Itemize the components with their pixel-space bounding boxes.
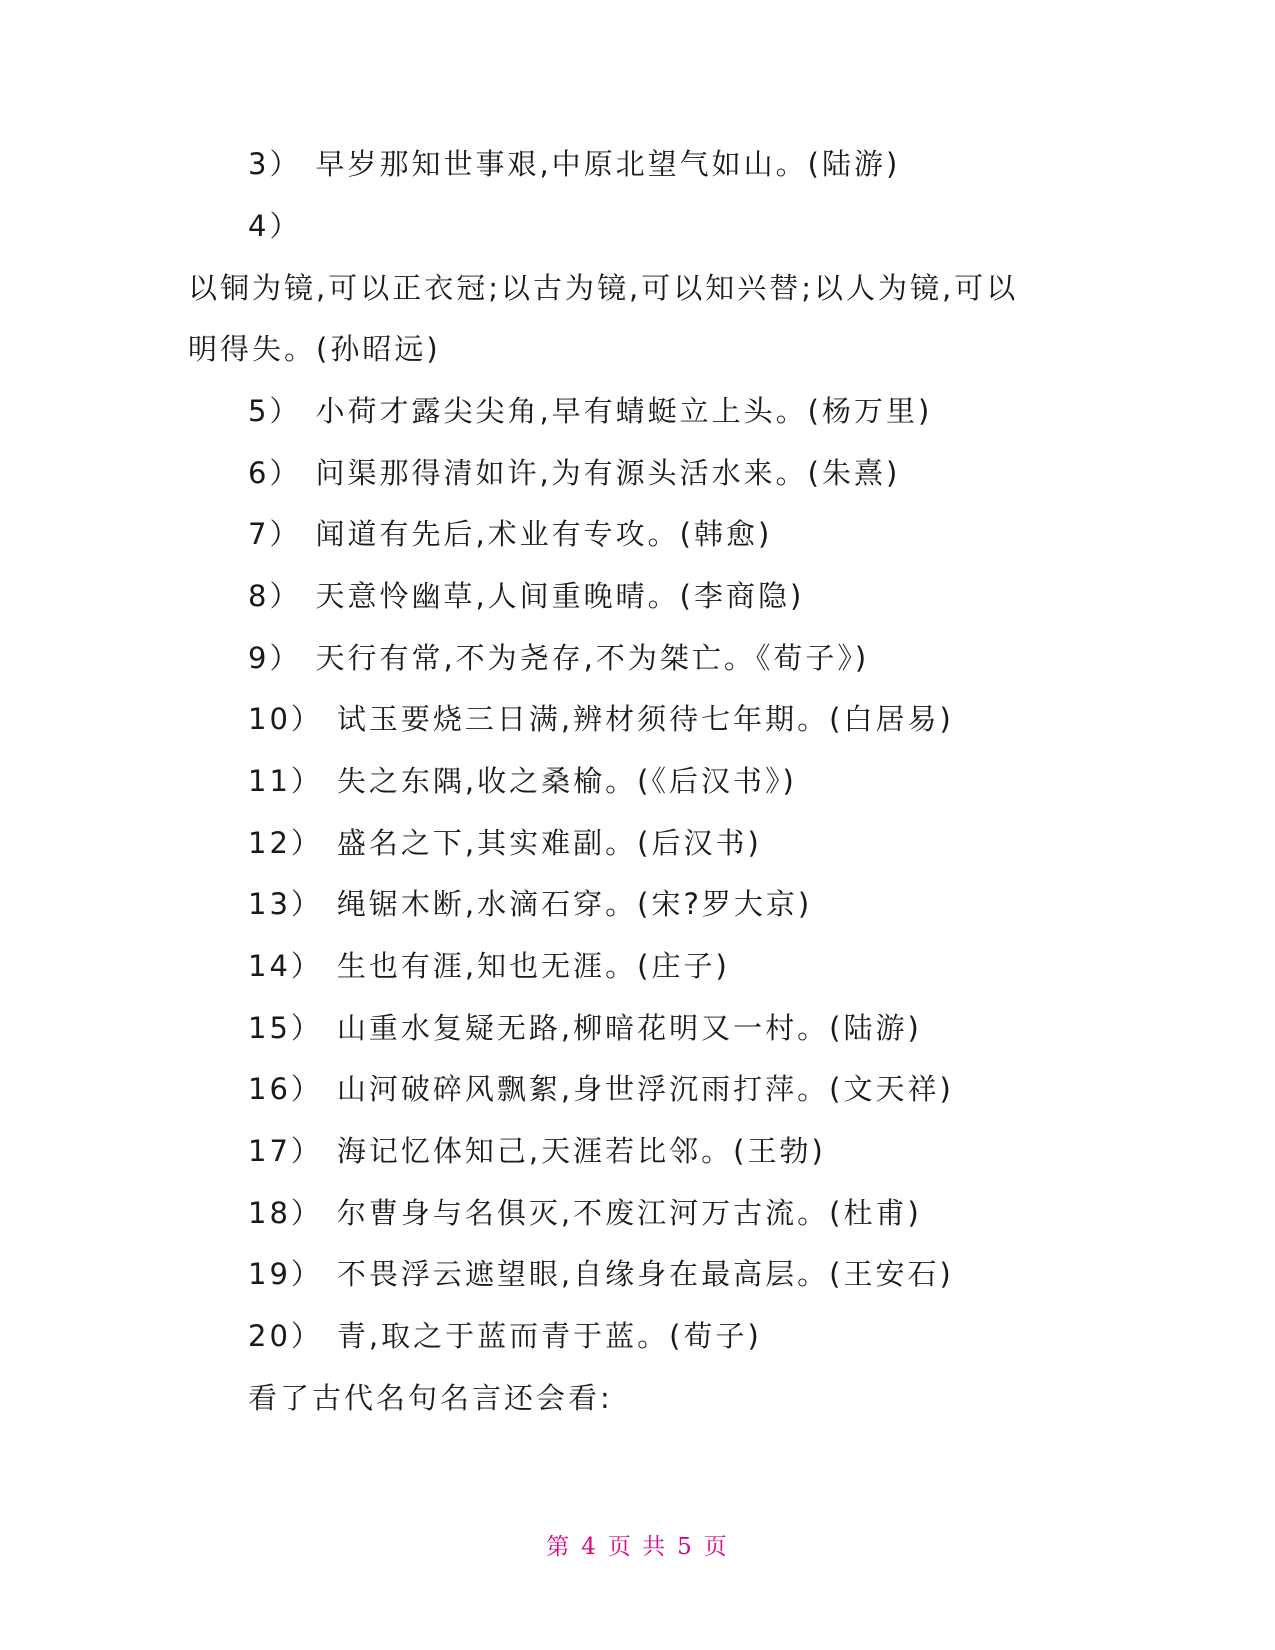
item-text: 小荷才露尖尖角,早有蜻蜓立上头。(杨万里) — [315, 394, 933, 428]
item-number: 10） — [248, 702, 323, 736]
item-number: 16） — [248, 1072, 323, 1106]
item-number: 4） — [248, 209, 302, 243]
item-text: 天行有常,不为尧存,不为桀亡。《荀子》) — [315, 641, 870, 675]
footer-suffix: 页 — [703, 1534, 729, 1560]
item-number: 5） — [248, 394, 302, 428]
item-text: 问渠那得清如许,为有源头活水来。(朱熹) — [315, 456, 901, 490]
footer-mid: 页 共 — [607, 1534, 668, 1560]
item-text: 山河破碎风飘絮,身世浮沉雨打萍。(文天祥) — [336, 1072, 954, 1106]
item-number: 13） — [248, 887, 323, 921]
paragraph-line: 明得失。(孙昭远) — [188, 332, 441, 366]
item-number: 8） — [248, 579, 302, 613]
item-number: 11） — [248, 764, 323, 798]
item-number: 9） — [248, 641, 302, 675]
list-item — [248, 516, 772, 552]
item-text: 闻道有先后,术业有专攻。(韩愈) — [315, 517, 773, 551]
item-text: 失之东隅,收之桑榆。(《后汉书》) — [336, 764, 797, 798]
list-item — [248, 886, 812, 922]
footer-page-number: 4 — [581, 1534, 598, 1560]
item-text: 生也有涯,知也无涯。(庄子) — [336, 949, 730, 983]
item-text: 天意怜幽草,人间重晚晴。(李商隐) — [315, 579, 805, 613]
list-item — [248, 1318, 762, 1354]
list-item — [248, 1010, 922, 1046]
item-text: 试玉要烧三日满,辨材须待七年期。(白居易) — [336, 702, 954, 736]
list-item — [248, 578, 804, 614]
list-item — [248, 948, 730, 984]
list-item — [248, 1256, 954, 1292]
list-item — [248, 208, 315, 244]
list-item — [248, 825, 762, 861]
item-text: 海记忆体知己,天涯若比邻。(王勃) — [336, 1134, 826, 1168]
footer-prefix: 第 — [546, 1534, 572, 1560]
item-number: 15） — [248, 1011, 323, 1045]
item-number: 7） — [248, 517, 302, 551]
item-number: 12） — [248, 826, 323, 860]
item-number: 6） — [248, 456, 302, 490]
item-text: 早岁那知世事艰,中原北望气如山。(陆游) — [315, 147, 901, 181]
list-item — [248, 640, 869, 676]
item-text: 绳锯木断,水滴石穿。(宋?罗大京) — [336, 887, 813, 921]
item-number: 19） — [248, 1257, 323, 1291]
list-item — [248, 701, 954, 737]
item-number: 17） — [248, 1134, 323, 1168]
list-item — [248, 455, 900, 491]
list-item — [248, 146, 900, 182]
closing-line: 看了古代名句名言还会看: — [248, 1381, 613, 1415]
footer-total-pages: 5 — [677, 1534, 694, 1560]
item-number: 18） — [248, 1196, 323, 1230]
item-text: 山重水复疑无路,柳暗花明又一村。(陆游) — [336, 1011, 922, 1045]
page-footer — [0, 1528, 1275, 1561]
item-text: 尔曹身与名俱灭,不废江河万古流。(杜甫) — [336, 1196, 922, 1230]
item-number: 3） — [248, 147, 302, 181]
list-item — [248, 393, 932, 429]
paragraph-line: 以铜为镜,可以正衣冠;以古为镜,可以知兴替;以人为镜,可以 — [188, 271, 1019, 305]
list-item — [248, 1195, 922, 1231]
list-item — [248, 1071, 954, 1107]
list-item — [248, 1133, 826, 1169]
item-number: 14） — [248, 949, 323, 983]
item-text: 盛名之下,其实难副。(后汉书) — [336, 826, 762, 860]
list-item — [248, 763, 797, 799]
item-number: 20） — [248, 1319, 323, 1353]
item-text: 不畏浮云遮望眼,自缘身在最高层。(王安石) — [336, 1257, 954, 1291]
item-text: 青,取之于蓝而青于蓝。(荀子) — [336, 1319, 762, 1353]
